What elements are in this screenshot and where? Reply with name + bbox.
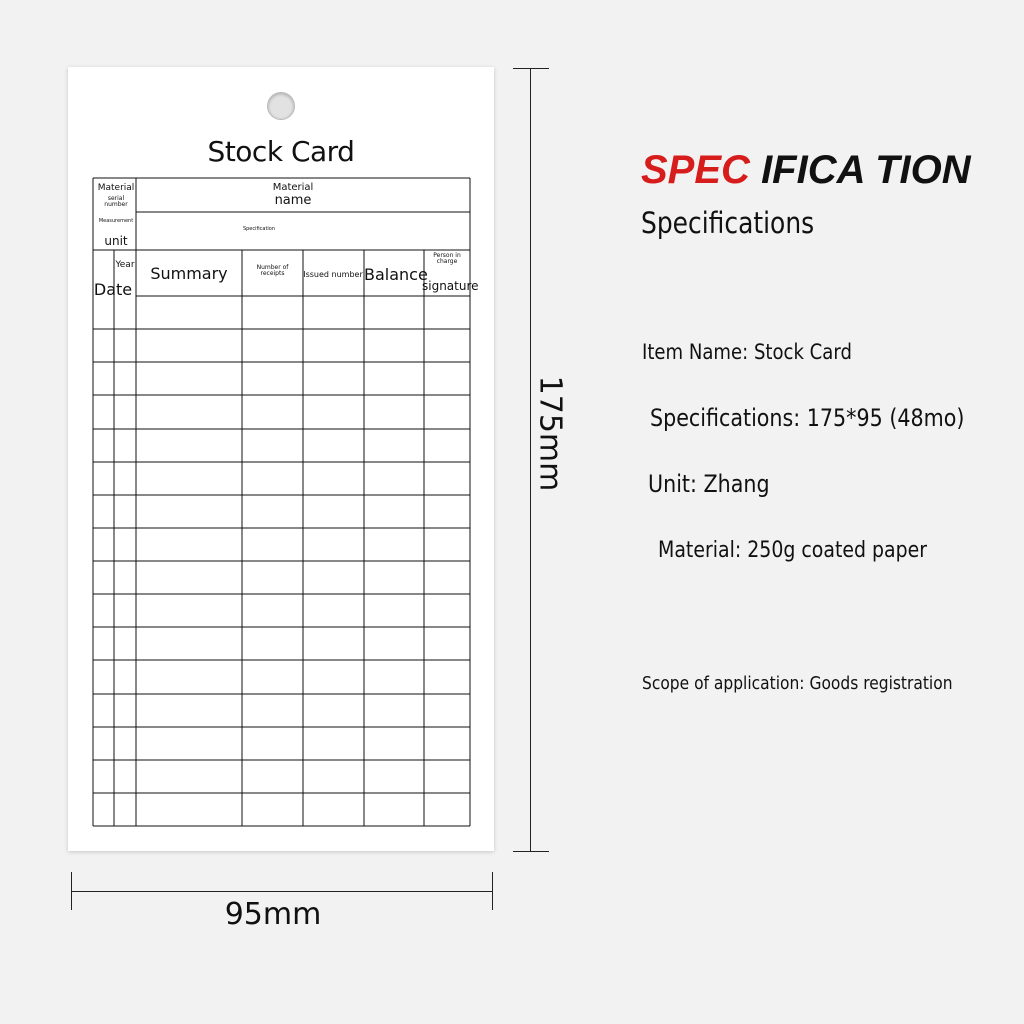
spec-item-name: Item Name: Stock Card xyxy=(642,340,852,364)
unit-label: unit xyxy=(104,234,128,248)
receipts-header: Number of receipts xyxy=(256,264,289,278)
signature-header: signature xyxy=(422,279,479,293)
date-header: Date xyxy=(93,280,133,299)
material-label: Material xyxy=(97,183,135,193)
measurement-label: Measurement xyxy=(98,218,134,224)
serial-number-text: serial xyxy=(107,195,125,202)
year-header: Year xyxy=(115,260,135,270)
person-in-charge-header: Person in charge xyxy=(433,252,461,266)
spec-heading-red: SPEC xyxy=(641,148,750,192)
issued-header: Issued number xyxy=(303,270,363,279)
specification-label: Specification xyxy=(242,226,276,232)
width-dimension-label: 95mm xyxy=(224,897,322,932)
summary-header: Summary xyxy=(150,264,228,283)
spec-item-material: Material: 250g coated paper xyxy=(658,538,928,563)
height-dimension-label: 175mm xyxy=(532,375,568,492)
spec-item-size: Specifications: 175*95 (48mo) xyxy=(650,404,965,432)
stock-card xyxy=(68,67,494,851)
spec-heading-black: IFICA TION xyxy=(761,148,971,192)
spec-heading xyxy=(641,148,971,193)
balance-header: Balance xyxy=(364,265,428,284)
serial-number-label: serial number xyxy=(104,195,128,209)
spec-item-unit: Unit: Zhang xyxy=(648,470,770,498)
spec-subtitle: Specifications xyxy=(641,206,815,240)
material-name-label: Material name xyxy=(272,182,314,208)
card-title: Stock Card xyxy=(207,135,355,168)
spec-item-scope: Scope of application: Goods registration xyxy=(642,673,953,694)
